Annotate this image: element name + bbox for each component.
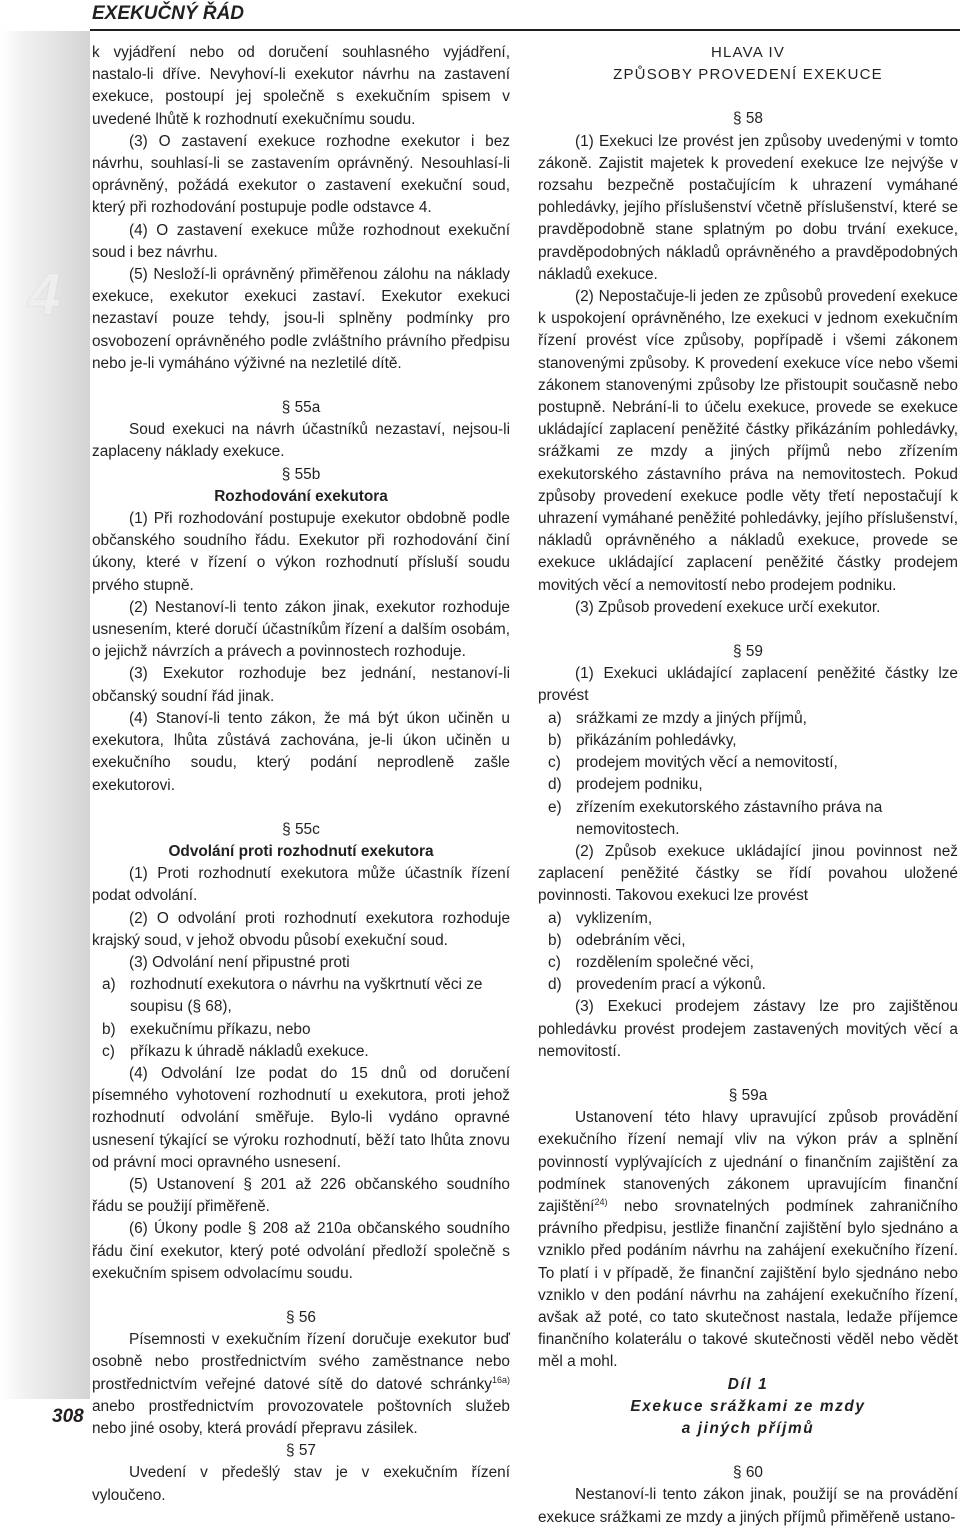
list-text: příkazu k úhradě nákladů exekuce. — [130, 1042, 369, 1060]
paragraph-55c-6: (6) Úkony podle § 208 až 210a občanského soudního řádu činí exekutor, který poté odvolání předloží společně s exekučním spisem odvolacímu soudu. — [92, 1220, 510, 1282]
paragraph-58-3: (3) Způsob provedení exekuce určí exekutor. — [575, 598, 881, 616]
paragraph-text: Ustanovení této hlavy upravující způsob provádění exekučního řízení nemají vliv na výkon práv a splnění povinností vyplývajících z ujednání o finančním zajištění za podmínek stanovených zákonem upravujícím finanční zajištění — [538, 1109, 958, 1215]
list-item — [92, 974, 510, 1018]
paragraph-55b-2: (2) Nestanoví-li tento zákon jinak, exekutor rozhoduje usnesením, které doručí účastníkům řízení a dalším osobám, o jejichž návrzích a právech a povinnostech rozhoduje. — [92, 598, 510, 661]
list-text: odebráním věci, — [576, 931, 686, 949]
page-number: 308 — [52, 1406, 84, 1427]
list-label: a) — [548, 909, 562, 927]
paragraph-59-3: (3) Exekuci prodejem zástavy lze pro zajištěnou pohledávku provést prodejem zastavených movitých věcí a nemovitostí. — [538, 998, 958, 1060]
section-sign: § — [733, 643, 742, 661]
paragraph-text: Písemnosti v exekučním řízení doručuje exekutor buď osobně nebo prostřednictvím svého zaměstnance nebo prostřednictvím veřejné datové sítě do datové schránky — [92, 1331, 510, 1393]
section-sign: § — [286, 1442, 295, 1460]
section-sign: § — [733, 110, 742, 128]
footnote-ref: 16a) — [491, 1374, 510, 1385]
part-title-line1: Exekuce srážkami ze mzdy — [630, 1397, 866, 1415]
section-sign: § — [281, 399, 291, 417]
section-number: 58 — [745, 110, 763, 128]
list-label: a) — [102, 976, 116, 994]
paragraph-55b-3: (3) Exekutor rozhoduje bez jednání, nestanoví-li občanský soudní řád jinak. — [92, 665, 510, 705]
list-text: prodejem movitých věcí a nemovitostí, — [576, 754, 838, 772]
list-text: zřízením exekutorského zástavního práva na nemovitostech. — [576, 798, 883, 838]
part-title-line2: a jiných příjmů — [681, 1419, 815, 1437]
list-item — [538, 974, 958, 996]
right-column — [538, 42, 958, 1529]
section-number: 60 — [745, 1464, 763, 1482]
section-number: 59a — [741, 1086, 768, 1104]
chapter-marker: 4 — [28, 262, 61, 327]
list-label: c) — [548, 754, 561, 772]
paragraph-55-4: (4) O zastavení exekuce může rozhodnout exekuční soud i bez návrhu. — [92, 221, 510, 261]
paragraph-55-5: (5) Nesloží-li oprávněný přiměřenou zálohu na náklady exekuce, exekutor exekuci zastaví. Exekutor exekuci nezastaví pouze tehdy, jsou-li splněny podmínky pro osvobození oprávněného podle zvláštního právního předpisu nebo je-li vymáháno výživné na nezletilé dítě. — [92, 266, 510, 372]
paragraph-55c-4: (4) Odvolání lze podat do 15 dnů od doručení písemného vyhotovení rozhodnutí u exekutora, proti jehož rozhodnutí odvolání směřuje. Bylo-li vydáno opravné usnesení týkající se výroku rozhodnutí, běží tato lhůta znovu od právní moci opravného usnesení. — [92, 1064, 510, 1171]
part-label: Díl 1 — [727, 1375, 769, 1393]
list-text: srážkami ze mzdy a jiných příjmů, — [576, 709, 807, 727]
paragraph-55c-5: (5) Ustanovení § 201 až 226 občanského soudního řádu se použijí přiměřeně. — [92, 1175, 510, 1216]
running-header — [0, 0, 960, 34]
list-text: prodejem podniku, — [576, 776, 703, 794]
section-heading-55c — [92, 819, 510, 841]
list-item — [538, 730, 958, 752]
paragraph-text: nebo srovnatelných podmínek zahraničního právního předpisu, jestliže finanční zajištění bylo sjednáno a vzniklo před podáním návrhu na zahájení exekučního řízení. To platí i v případě, že finanční zajištění bylo sjednáno nebo vzniklo v den podání návrhu na zahájení exekučního řízení, avšak až poté, co tato skutečnost nastala, ledaže příjemce finančního kolaterálu o takové skutečnosti věděl nebo vědět měl a mohl. — [538, 1197, 958, 1371]
list-item — [538, 708, 958, 730]
paragraph-55b-1: (1) Při rozhodování postupuje exekutor obdobně podle občanského soudního řádu. Exekutor při rozhodování činí úkony, které v řízení o výkon rozhodnutí přísluší soudu prvého stupně. — [92, 510, 510, 594]
section-number: 55c — [295, 820, 320, 838]
chapter-heading: HLAVA IV — [710, 44, 786, 61]
list-item — [538, 908, 958, 930]
list-label: b) — [102, 1020, 116, 1038]
paragraph-55-3: (3) O zastavení exekuce rozhodne exekutor i bez návrhu, souhlasí-li se zastavením oprávněný. Nesouhlasí-li oprávněný, požádá exekutor o zastavení exekuční soud, který při rozhodování postupuje podle odstavce 4. — [92, 132, 510, 217]
list-text: rozdělením společné věci, — [576, 953, 754, 971]
paragraph-55b-4: (4) Stanoví-li tento zákon, že má být úkon učiněn u exekutora, lhůta zůstává zachována, je-li úkon učiněn u exekučního soudu, který podání neprodleně zašle exekutorovi. — [92, 709, 510, 794]
list-item — [538, 952, 958, 974]
list-text: vyklizením, — [576, 909, 653, 927]
list-item — [538, 774, 958, 796]
paragraph-55c-3: (3) Odvolání není připustné proti — [129, 953, 350, 971]
section-title-55c: Odvolání proti rozhodnutí exekutora — [168, 842, 434, 860]
footnote-ref: 24) — [594, 1196, 608, 1207]
header-rule — [90, 29, 960, 31]
paragraph-55c-2: (2) O odvolání proti rozhodnutí exekutora rozhoduje krajský soud, v jehož obvodu působí exekuční soud. — [92, 909, 510, 949]
section-number: 55b — [294, 465, 321, 483]
paragraph-58-2: (2) Nepostačuje-li jeden ze způsobů provedení exekuce k uspokojení oprávněného, lze exekuci v jednom exekučním řízení provést více způsoby, popřípadě i všemi zákonem stanovenými způsoby. K provedení exekuce více nebo všemi zákonem stanovenými způsoby lze přistoupit současně nebo postupně. Nebrání-li to účelu exekuce, provede se exekuce ukládající zaplacení peněžité částky přikázáním pohledávky, srážkami ze mzdy a jiných příjmů nebo zřízením exekutorského zástavního práva na nemovitostech. Pokud způsoby provedení exekuce podle věty třetí nepostačují k uhrazení vymáhané peněžité pohledávky, jejího příslušenství, nákladů oprávněného a nákladů exekuce, provede se exekuce ukládající zaplacení peněžité částky prodejem movitých věcí a nemovitostí nebo prodejem podniku. — [538, 288, 958, 594]
list-label: c) — [548, 953, 561, 971]
section-sign: § — [733, 1464, 742, 1482]
list-label: c) — [102, 1042, 115, 1060]
paragraph-59-1: (1) Exekuci ukládající zaplacení peněžité částky lze provést — [538, 665, 958, 705]
list-label: b) — [548, 931, 562, 949]
list-label: b) — [548, 731, 562, 749]
paragraph-56 — [92, 1329, 510, 1440]
section-heading-56 — [92, 1307, 510, 1329]
section-heading-55b — [92, 464, 510, 486]
list-item — [92, 1019, 510, 1041]
paragraph-60: Nestanoví-li tento zákon jinak, použijí se na provádění exekuce srážkami ze mzdy a jiných příjmů přiměřeně ustano- — [538, 1486, 958, 1526]
list-label: a) — [548, 709, 562, 727]
paragraph-55c-1: (1) Proti rozhodnutí exekutora může účastník řízení podat odvolání. — [92, 865, 510, 905]
list-label: d) — [548, 976, 562, 994]
section-heading-59a — [538, 1085, 958, 1107]
section-number: 57 — [298, 1442, 316, 1460]
section-sign: § — [281, 465, 291, 483]
list-label: d) — [548, 776, 562, 794]
section-number: 55a — [294, 399, 321, 417]
section-heading-57 — [92, 1440, 510, 1462]
paragraph-58-1: (1) Exekuci lze provést jen způsoby uvedenými v tomto zákoně. Zajistit majetek k provedení exekuce lze nejvýše v rozsahu bezpečně postačujícím k uhrazení vymáhané pohledávky, jejího příslušenství včetně příslušenství, které se pravděpodobně stane splatným po dobu trvání exekuce, pravděpodobných nákladů oprávněného a pravděpodobných nákladů exekuce. — [538, 132, 958, 283]
list-text: přikázáním pohledávky, — [576, 731, 737, 749]
paragraph-continued: k vyjádření nebo od doručení souhlasného vyjádření, nastalo-li dříve. Nevyhoví-li exekutor návrhu na zastavení exekuce, postoupí jej společně s exekučním spisem v uvedené lhůtě k rozhodnutí exekučnímu soudu. — [92, 44, 510, 128]
section-heading-59 — [538, 641, 958, 663]
paragraph-text: anebo prostřednictvím provozovatele poštovních služeb nebo jiné osoby, která provádí přepravu zásilek. — [92, 1397, 510, 1437]
section-title-55b: Rozhodování exekutora — [214, 487, 388, 505]
section-sign: § — [728, 1086, 738, 1104]
section-sign: § — [286, 1308, 295, 1326]
section-number: 59 — [745, 643, 763, 661]
section-heading-58 — [538, 108, 958, 130]
list-item — [92, 1041, 510, 1063]
paragraph-59-2: (2) Způsob exekuce ukládající jinou povinnost než zaplacení peněžité částky se řídí povahou uložené povinnosti. Takovou exekuci lze provést — [538, 842, 958, 905]
paragraph-59a — [538, 1107, 958, 1373]
side-margin-band — [0, 31, 90, 1427]
chapter-title: ZPŮSOBY PROVEDENÍ EXEKUCE — [613, 66, 883, 84]
list-text: rozhodnutí exekutora o návrhu na vyškrtnutí věci ze soupisu (§ 68), — [130, 976, 483, 1016]
section-sign: § — [282, 820, 291, 838]
list-text: provedením prací a výkonů. — [576, 976, 766, 994]
section-heading-60 — [538, 1462, 958, 1484]
left-column — [92, 42, 510, 1507]
book-title: EXEKUČNÝ ŘÁD — [92, 3, 245, 24]
list-label: e) — [548, 798, 562, 816]
paragraph-57: Uvedení v předešlý stav je v exekučním řízení vyloučeno. — [92, 1464, 510, 1504]
paragraph-55a: Soud exekuci na návrh účastníků nezastaví, nejsou-li zaplaceny náklady exekuce. — [92, 421, 510, 461]
list-text: exekučnímu příkazu, nebo — [130, 1020, 311, 1038]
list-item — [538, 797, 958, 841]
section-heading-55a — [92, 397, 510, 419]
list-item — [538, 752, 958, 774]
list-item — [538, 930, 958, 952]
section-number: 56 — [298, 1308, 316, 1326]
